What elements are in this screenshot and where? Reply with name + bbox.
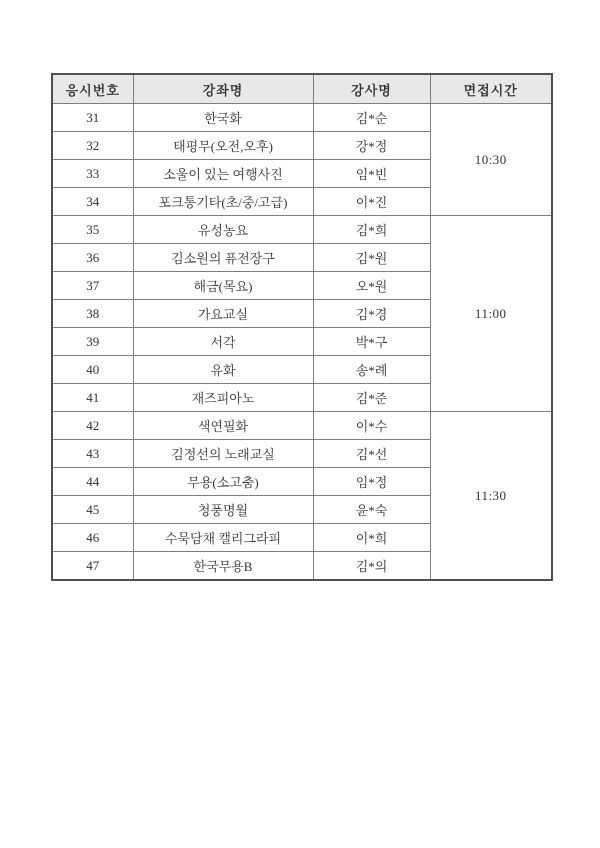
applicant-number-cell: 40	[52, 356, 133, 384]
applicant-number-cell: 43	[52, 440, 133, 468]
instructor-name-cell: 송*례	[313, 356, 430, 384]
table-row	[52, 104, 552, 132]
header-row	[52, 74, 552, 104]
course-name-cell: 한국화	[133, 104, 313, 132]
interview-schedule-table-container	[51, 73, 553, 581]
instructor-name-cell: 김*순	[313, 104, 430, 132]
applicant-number-cell: 47	[52, 552, 133, 581]
course-name-cell: 가요교실	[133, 300, 313, 328]
applicant-number-cell: 46	[52, 524, 133, 552]
instructor-name-cell: 김*희	[313, 216, 430, 244]
table-row	[52, 216, 552, 244]
instructor-name-cell: 김*준	[313, 384, 430, 412]
column-header-interview-time: 면접시간	[430, 74, 552, 104]
instructor-name-cell: 김*의	[313, 552, 430, 581]
instructor-name-cell: 김*원	[313, 244, 430, 272]
interview-time-cell: 10:30	[430, 104, 552, 216]
applicant-number-cell: 33	[52, 160, 133, 188]
applicant-number-cell: 32	[52, 132, 133, 160]
applicant-number-cell: 45	[52, 496, 133, 524]
course-name-cell: 색연필화	[133, 412, 313, 440]
interview-time-cell: 11:30	[430, 412, 552, 581]
instructor-name-cell: 오*원	[313, 272, 430, 300]
instructor-name-cell: 임*빈	[313, 160, 430, 188]
applicant-number-cell: 39	[52, 328, 133, 356]
column-header-course-name: 강좌명	[133, 74, 313, 104]
applicant-number-cell: 37	[52, 272, 133, 300]
course-name-cell: 유성농요	[133, 216, 313, 244]
applicant-number-cell: 36	[52, 244, 133, 272]
instructor-name-cell: 박*구	[313, 328, 430, 356]
instructor-name-cell: 이*수	[313, 412, 430, 440]
applicant-number-cell: 41	[52, 384, 133, 412]
course-name-cell: 서각	[133, 328, 313, 356]
course-name-cell: 김소원의 퓨전장구	[133, 244, 313, 272]
applicant-number-cell: 35	[52, 216, 133, 244]
applicant-number-cell: 38	[52, 300, 133, 328]
course-name-cell: 김정선의 노래교실	[133, 440, 313, 468]
course-name-cell: 한국무용B	[133, 552, 313, 581]
course-name-cell: 해금(목요)	[133, 272, 313, 300]
course-name-cell: 재즈피아노	[133, 384, 313, 412]
course-name-cell: 수묵담채 캘리그라피	[133, 524, 313, 552]
instructor-name-cell: 강*정	[313, 132, 430, 160]
applicant-number-cell: 31	[52, 104, 133, 132]
course-name-cell: 포크통기타(초/중/고급)	[133, 188, 313, 216]
interview-time-cell: 11:00	[430, 216, 552, 412]
course-name-cell: 무용(소고춤)	[133, 468, 313, 496]
instructor-name-cell: 임*정	[313, 468, 430, 496]
applicant-number-cell: 44	[52, 468, 133, 496]
interview-schedule-table	[51, 73, 553, 581]
course-name-cell: 유화	[133, 356, 313, 384]
instructor-name-cell: 김*경	[313, 300, 430, 328]
instructor-name-cell: 김*선	[313, 440, 430, 468]
table-header	[52, 74, 552, 104]
course-name-cell: 소울이 있는 여행사진	[133, 160, 313, 188]
applicant-number-cell: 42	[52, 412, 133, 440]
table-body	[52, 104, 552, 581]
table-row	[52, 412, 552, 440]
column-header-instructor-name: 강사명	[313, 74, 430, 104]
instructor-name-cell: 이*진	[313, 188, 430, 216]
column-header-applicant-number: 응시번호	[52, 74, 133, 104]
course-name-cell: 청풍명월	[133, 496, 313, 524]
course-name-cell: 태평무(오전,오후)	[133, 132, 313, 160]
instructor-name-cell: 윤*숙	[313, 496, 430, 524]
instructor-name-cell: 이*희	[313, 524, 430, 552]
applicant-number-cell: 34	[52, 188, 133, 216]
